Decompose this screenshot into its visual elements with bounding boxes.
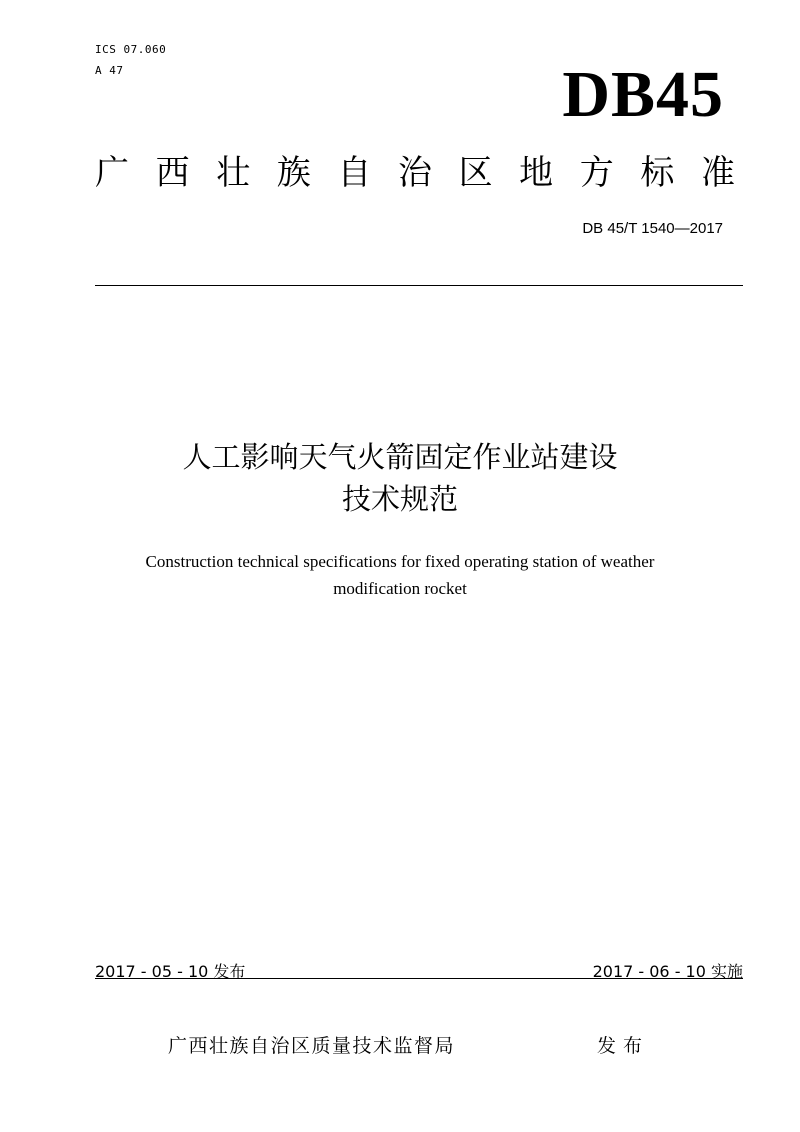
ics-code: ICS 07.060: [95, 43, 167, 56]
top-divider: [95, 285, 743, 286]
standard-type-char: 标: [640, 153, 675, 193]
standard-type-char: 自: [337, 153, 372, 193]
chinese-title-line-1: 人工影响天气火箭固定作业站建设: [182, 440, 618, 474]
ccs-code: A 47: [95, 64, 124, 77]
standard-type-char: 区: [458, 153, 493, 193]
standard-type-char: 准: [700, 153, 735, 193]
english-title-line-1: Construction technical specifications for fixed operating station of weather: [145, 552, 655, 571]
db-standard-logo: DB45: [562, 58, 724, 131]
standard-type-char: 治: [397, 153, 432, 193]
standard-type-char: 方: [579, 153, 614, 193]
standard-type-char: 地: [519, 153, 554, 193]
issuing-authority: 广西壮族自治区质量技术监督局: [168, 1035, 456, 1057]
issue-date: 2017 - 05 - 10 发布: [95, 962, 246, 981]
bottom-divider: [95, 978, 743, 979]
publish-label: 发布: [597, 1035, 650, 1057]
standard-type-char: 族: [276, 153, 311, 193]
standard-type-heading: [95, 153, 735, 193]
standard-number: DB 45/T 1540—2017: [582, 220, 723, 237]
standard-type-char: 壮: [216, 153, 251, 193]
standard-type-char: 西: [155, 153, 190, 193]
chinese-title: [0, 436, 800, 520]
implementation-date: 2017 - 06 - 10 实施: [592, 962, 743, 981]
english-title-line-2: modification rocket: [333, 579, 467, 598]
chinese-title-line-2: 技术规范: [341, 482, 458, 516]
standard-type-char: 广: [95, 153, 129, 193]
english-title: [0, 548, 800, 602]
